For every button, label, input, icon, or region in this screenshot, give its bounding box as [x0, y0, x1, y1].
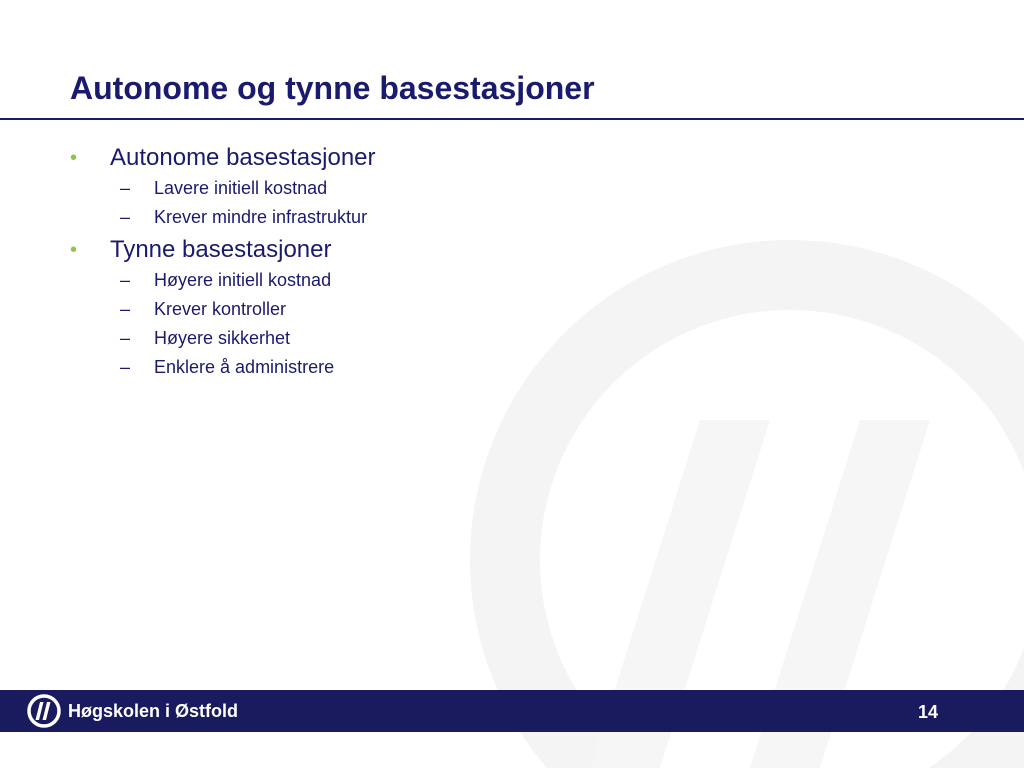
bullet-list: [70, 142, 670, 382]
sub-bullet-item: [110, 353, 670, 382]
sub-bullet-list: [110, 266, 670, 382]
dash-icon: –: [120, 270, 131, 290]
dash-icon: –: [120, 207, 131, 227]
sub-bullet-text: Enklere å administrere: [154, 357, 335, 377]
sub-bullet-item: [110, 266, 670, 295]
bullet-text: Autonome basestasjoner: [110, 144, 376, 171]
hiof-logo-icon: [26, 693, 62, 729]
sub-bullet-item: [110, 203, 670, 232]
sub-bullet-text: Høyere initiell kostnad: [154, 270, 332, 290]
dash-icon: –: [120, 299, 131, 319]
dash-icon: –: [120, 178, 131, 198]
dash-icon: –: [120, 328, 131, 348]
bullet-item: [70, 234, 670, 382]
sub-bullet-text: Høyere sikkerhet: [154, 328, 291, 348]
sub-bullet-item: [110, 295, 670, 324]
footer-brand: Høgskolen i Østfold: [68, 701, 239, 721]
dash-icon: –: [120, 357, 131, 377]
footer-bar: [0, 690, 1024, 732]
sub-bullet-list: [110, 174, 670, 232]
sub-bullet-item: [110, 174, 670, 203]
bullet-text: Tynne basestasjoner: [110, 236, 332, 263]
bullet-dot-icon: •: [70, 239, 78, 261]
sub-bullet-text: Krever kontroller: [154, 299, 287, 319]
sub-bullet-text: Lavere initiell kostnad: [154, 178, 328, 198]
slide-title: Autonome og tynne basestasjoner: [70, 70, 595, 106]
sub-bullet-item: [110, 324, 670, 353]
bullet-item: [70, 142, 670, 232]
bullet-dot-icon: •: [70, 147, 78, 169]
page-number: 14: [917, 702, 938, 722]
sub-bullet-text: Krever mindre infrastruktur: [154, 207, 368, 227]
title-divider: [0, 118, 1024, 120]
